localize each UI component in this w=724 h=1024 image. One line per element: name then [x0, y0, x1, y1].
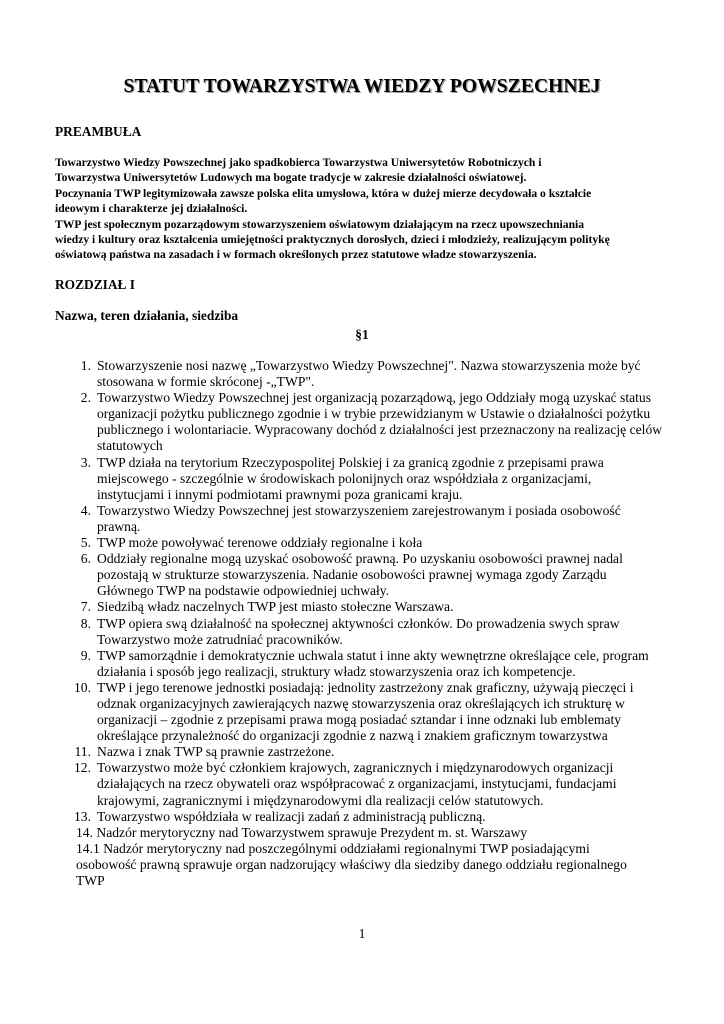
supervision-text	[0, 825, 724, 889]
list-item	[0, 535, 724, 551]
item-line: instytucjami i innymi podmiotami prawnymi poza granicami kraju.	[97, 486, 463, 502]
item-line: Towarzystwo Wiedzy Powszechnej jest stowarzyszeniem zarejestrowanym i posiada osobowość	[97, 502, 621, 518]
item-number: 6.	[80, 551, 91, 567]
preamble-line: Poczynania TWP legitymizowała zawsze polska elita umysłowa, która w dużej mierze decydowała o kształcie	[55, 186, 592, 200]
list-item	[0, 616, 724, 648]
list-item	[0, 455, 724, 503]
list-item	[0, 551, 724, 599]
item-line: organizacji pożytku publicznego zgodnie i w trybie przewidzianym w Ustawie o działalności pożytku	[97, 406, 651, 422]
item-line: prawną.	[97, 518, 141, 534]
item-line: publicznego i wolontariacie. Wypracowany dochód z działalności jest przeznaczony na realizację celów	[97, 422, 663, 438]
preamble-line: oświatową państwa na zasadach i w formach określonych przez statutowe władze stowarzyszenia.	[55, 248, 537, 262]
item-line: działających na rzecz obywateli oraz współpracować z organizacjami, instytucjami, fundacjami	[97, 776, 617, 792]
item-line: statutowych	[97, 438, 163, 454]
item-line: TWP może powoływać terenowe oddziały regionalne i koła	[97, 535, 423, 551]
item-number: 3.	[80, 454, 91, 470]
item-number: 7.	[80, 599, 91, 615]
item-line: Nazwa i znak TWP są prawnie zastrzeżone.	[97, 744, 335, 760]
item-line: krajowymi, zagranicznymi i międzynarodowymi dla realizacji celów statutowych.	[97, 792, 544, 808]
list-item	[0, 599, 724, 615]
item-number: 8.	[80, 615, 91, 631]
item-line: Siedzibą władz naczelnych TWP jest miasto stołeczne Warszawa.	[97, 599, 454, 615]
document-title: STATUT TOWARZYSTWA WIEDZY POWSZECHNEJ	[123, 76, 601, 97]
item-line: Towarzystwo współdziała w realizacji zadań z administracją publiczną.	[97, 808, 486, 824]
plain-line: 14.1 Nadzór merytoryczny nad poszczególnymi oddziałami regionalnymi TWP posiadającymi	[76, 840, 590, 856]
item-line: Stowarzyszenie nosi nazwę „Towarzystwo Wiedzy Powszechnej". Nazwa stowarzyszenia może być	[97, 358, 641, 373]
item-line: Towarzystwo Wiedzy Powszechnej jest organizacją pozarządową, jego Oddziały mogą uzyskać status	[97, 390, 652, 406]
item-line: Głównego TWP na podstawie odpowiedniej uchwały.	[97, 583, 390, 599]
list-item	[0, 503, 724, 535]
item-number: 9.	[80, 647, 91, 663]
item-line: Oddziały regionalne mogą uzyskać osobowość prawną. Po uzyskaniu osobowości prawnej nadal	[97, 551, 623, 567]
item-number: 5.	[80, 535, 91, 551]
chapter-subheading: Nazwa, teren działania, siedziba	[55, 308, 239, 323]
chapter-heading: ROZDZIAŁ I	[55, 277, 135, 292]
item-line: działania i sposób jego realizacji, struktury władz stowarzyszenia oraz ich kompetencje.	[97, 663, 576, 679]
list-item	[0, 680, 724, 744]
page-number: 1	[358, 926, 366, 941]
item-line: TWP samorządnie i demokratycznie uchwala statut i inne akty wewnętrzne określające cele, program	[97, 647, 649, 663]
item-number: 12.	[74, 760, 91, 776]
item-line: odznak organizacyjnych zawierających nazwę stowarzyszenia oraz określających ich strukturę w	[97, 695, 625, 711]
item-line: TWP opiera swą działalność na społecznej aktywności członków. Do prowadzenia swych spraw	[97, 615, 620, 631]
item-line: określające przynależność do organizacji zgodnie z nazwą i znakiem graficznym towarzystwa	[97, 728, 608, 744]
list-item	[0, 760, 724, 808]
preamble-text	[55, 155, 695, 263]
item-line: TWP i jego terenowe jednostki posiadają: jednolity zastrzeżony znak graficzny, używają pieczęci i	[97, 679, 634, 695]
plain-line: 14. Nadzór merytoryczny nad Towarzystwem sprawuje Prezydent m. st. Warszawy	[76, 824, 528, 840]
paragraph-symbol: §1	[355, 327, 369, 342]
item-number: 1.	[80, 358, 91, 373]
item-line: stosowana w formie skróconej -„TWP".	[97, 374, 315, 390]
preamble-line: ideowym i charakterze jej działalności.	[55, 202, 248, 216]
item-number: 13.	[74, 808, 91, 824]
list-item	[0, 648, 724, 680]
list-item	[0, 358, 724, 390]
item-number: 2.	[80, 390, 91, 406]
preamble-line: Towarzystwo Wiedzy Powszechnej jako spadkobierca Towarzystwa Uniwersytetów Robotniczych i	[55, 156, 542, 169]
item-line: miejscowego - szczególnie w środowiskach polonijnych oraz współdziała z organizacjami,	[97, 470, 592, 486]
item-number: 11.	[74, 744, 91, 760]
item-line: Towarzystwo może być członkiem krajowych, zagranicznych i międzynarodowych organizacji	[97, 760, 614, 776]
item-number: 10.	[74, 679, 91, 695]
preamble-heading: PREAMBUŁA	[55, 124, 142, 139]
preamble-line: Towarzystwa Uniwersytetów Ludowych ma bogate tradycje w zakresie działalności oświatowej.	[55, 171, 527, 185]
item-line: Towarzystwo może zatrudniać pracowników.	[97, 631, 343, 647]
plain-line: TWP	[76, 873, 105, 888]
preamble-line: TWP jest społecznym pozarządowym stowarzyszeniem oświatowym działającym na rzecz upowszechniania	[55, 217, 585, 231]
plain-line: osobowość prawną sprawuje organ nadzorujący właściwy dla siedziby danego oddziału regionalnego	[76, 856, 627, 872]
preamble-line: wiedzy i kultury oraz kształcenia umiejętności praktycznych dorosłych, dzieci i młodzieży, realizującym politykę	[55, 233, 610, 247]
item-line: pozostają w strukturze stowarzyszenia. Nadanie osobowości prawnej wymaga zgody Zarządu	[97, 567, 607, 583]
list-item	[0, 390, 724, 454]
list-item	[0, 809, 724, 825]
article-list	[0, 358, 724, 889]
list-item	[0, 744, 724, 760]
item-number: 4.	[80, 502, 91, 518]
item-line: organizacji – zgodnie z przepisami prawa mogą posiadać sztandar i inne odznaki lub emblematy	[97, 712, 622, 728]
item-line: TWP działa na terytorium Rzeczypospolitej Polskiej i za granicą zgodnie z przepisami prawa	[97, 454, 604, 470]
